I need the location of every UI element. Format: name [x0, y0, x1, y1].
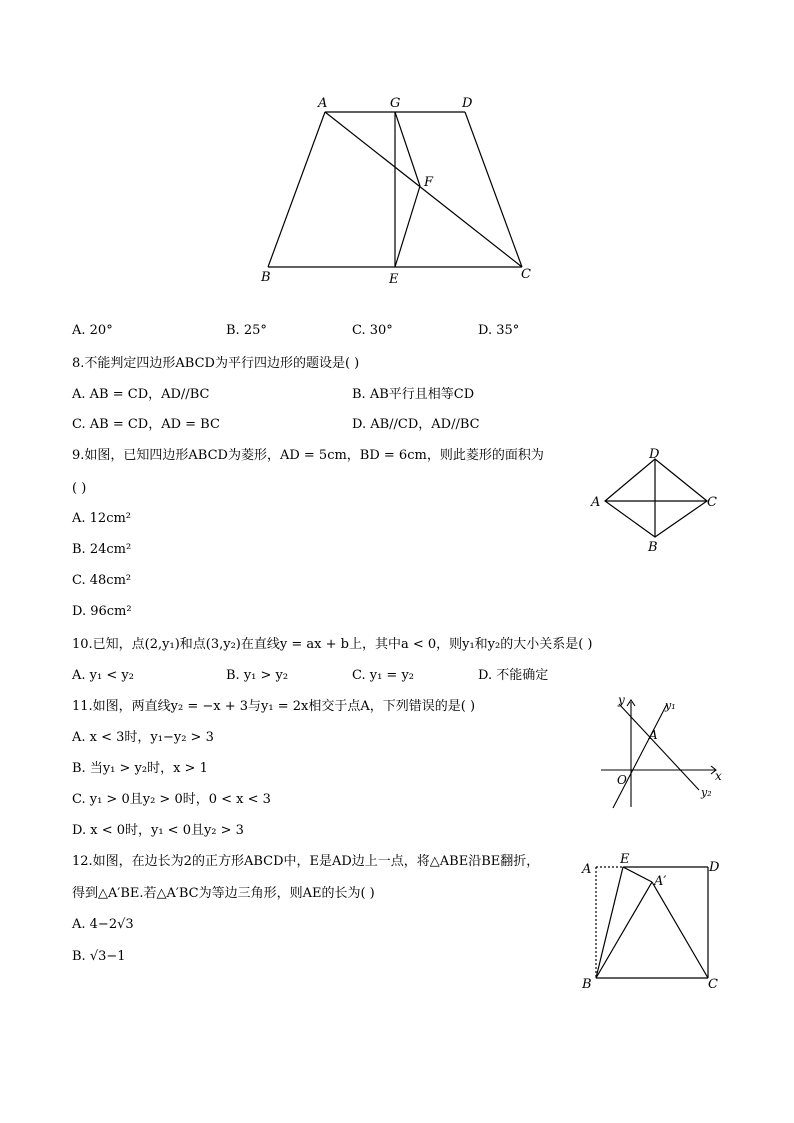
lines-graph-figure — [595, 692, 730, 812]
q10-stem: 10.已知，点(2,y₁)和点(3,y₂)在直线y = ax + b上，其中a < 0，则y₁和y₂的大小关系是( ) — [72, 637, 593, 652]
rhombus-label-A: A — [591, 495, 601, 510]
q11-option-a[interactable]: A. x < 3时，y₁−y₂ > 3 — [72, 730, 214, 745]
q9-option-d[interactable]: D. 96cm² — [72, 604, 132, 619]
graph-label-A: A — [649, 728, 658, 742]
label-C: C — [521, 267, 531, 282]
q11-option-b[interactable]: B. 当y₁ > y₂时，x > 1 — [72, 761, 208, 776]
label-G: G — [390, 96, 401, 111]
label-B: B — [261, 270, 271, 285]
square-label-A: A — [582, 862, 592, 877]
label-D: D — [462, 96, 473, 111]
square-label-E: E — [620, 852, 630, 867]
label-E: E — [389, 272, 399, 287]
label-A: A — [318, 96, 328, 111]
square-label-B: B — [582, 977, 592, 992]
rhombus-label-C: C — [707, 495, 717, 510]
graph-label-O: O — [617, 773, 627, 787]
q10-option-b[interactable]: B. y₁ > y₂ — [226, 668, 289, 683]
q9-option-b[interactable]: B. 24cm² — [72, 542, 132, 557]
square-label-D: D — [709, 860, 720, 875]
label-F: F — [424, 175, 434, 190]
graph-label-y1: y₁ — [665, 699, 676, 712]
q10-option-a[interactable]: A. y₁ < y₂ — [72, 668, 134, 683]
q9-stem: 9.如图，已知四边形ABCD为菱形，AD = 5cm，BD = 6cm，则此菱形的面积为 — [72, 448, 544, 463]
rhombus-label-B: B — [648, 540, 658, 555]
q7-option-b[interactable]: B. 25° — [226, 323, 267, 338]
q11-option-d[interactable]: D. x < 0时，y₁ < 0且y₂ > 3 — [72, 823, 244, 838]
square-label-A-prime: A′ — [654, 874, 667, 889]
q11-option-c[interactable]: C. y₁ > 0且y₂ > 0时，0 < x < 3 — [72, 792, 271, 807]
q12-stem-line2: 得到△A′BE.若△A′BC为等边三角形，则AE的长为( ) — [72, 886, 375, 901]
square-fold-figure — [578, 850, 728, 995]
q12-option-a[interactable]: A. 4−2√3 — [72, 917, 134, 932]
graph-label-y2: y₂ — [701, 786, 712, 799]
rhombus-figure — [585, 445, 725, 555]
q12-option-b[interactable]: B. √3−1 — [72, 949, 126, 964]
q9-option-c[interactable]: C. 48cm² — [72, 573, 132, 588]
q9-option-a[interactable]: A. 12cm² — [72, 511, 132, 526]
rhombus-label-D: D — [649, 447, 660, 462]
q10-option-d[interactable]: D. 不能确定 — [478, 668, 549, 683]
trapezoid-figure — [250, 90, 550, 290]
q9-paren: ( ) — [72, 481, 87, 496]
q8-option-c[interactable]: C. AB = CD，AD = BC — [72, 417, 220, 432]
q12-stem-line1: 12.如图，在边长为2的正方形ABCD中，E是AD边上一点，将△ABE沿BE翻折， — [72, 854, 540, 869]
graph-label-y: y — [618, 693, 625, 707]
square-label-C: C — [708, 977, 718, 992]
q7-option-a[interactable]: A. 20° — [72, 323, 113, 338]
graph-label-x: x — [715, 769, 722, 783]
q8-option-a[interactable]: A. AB = CD，AD//BC — [72, 387, 210, 402]
q7-option-c[interactable]: C. 30° — [352, 323, 393, 338]
q10-option-c[interactable]: C. y₁ = y₂ — [352, 668, 415, 683]
q8-option-d[interactable]: D. AB//CD，AD//BC — [352, 417, 480, 432]
q7-option-d[interactable]: D. 35° — [478, 323, 520, 338]
q11-stem: 11.如图，两直线y₂ = −x + 3与y₁ = 2x相交于点A，下列错误的是( ) — [72, 699, 476, 714]
q8-stem: 8.不能判定四边形ABCD为平行四边形的题设是( ) — [72, 356, 360, 371]
q8-option-b[interactable]: B. AB平行且相等CD — [352, 387, 475, 402]
